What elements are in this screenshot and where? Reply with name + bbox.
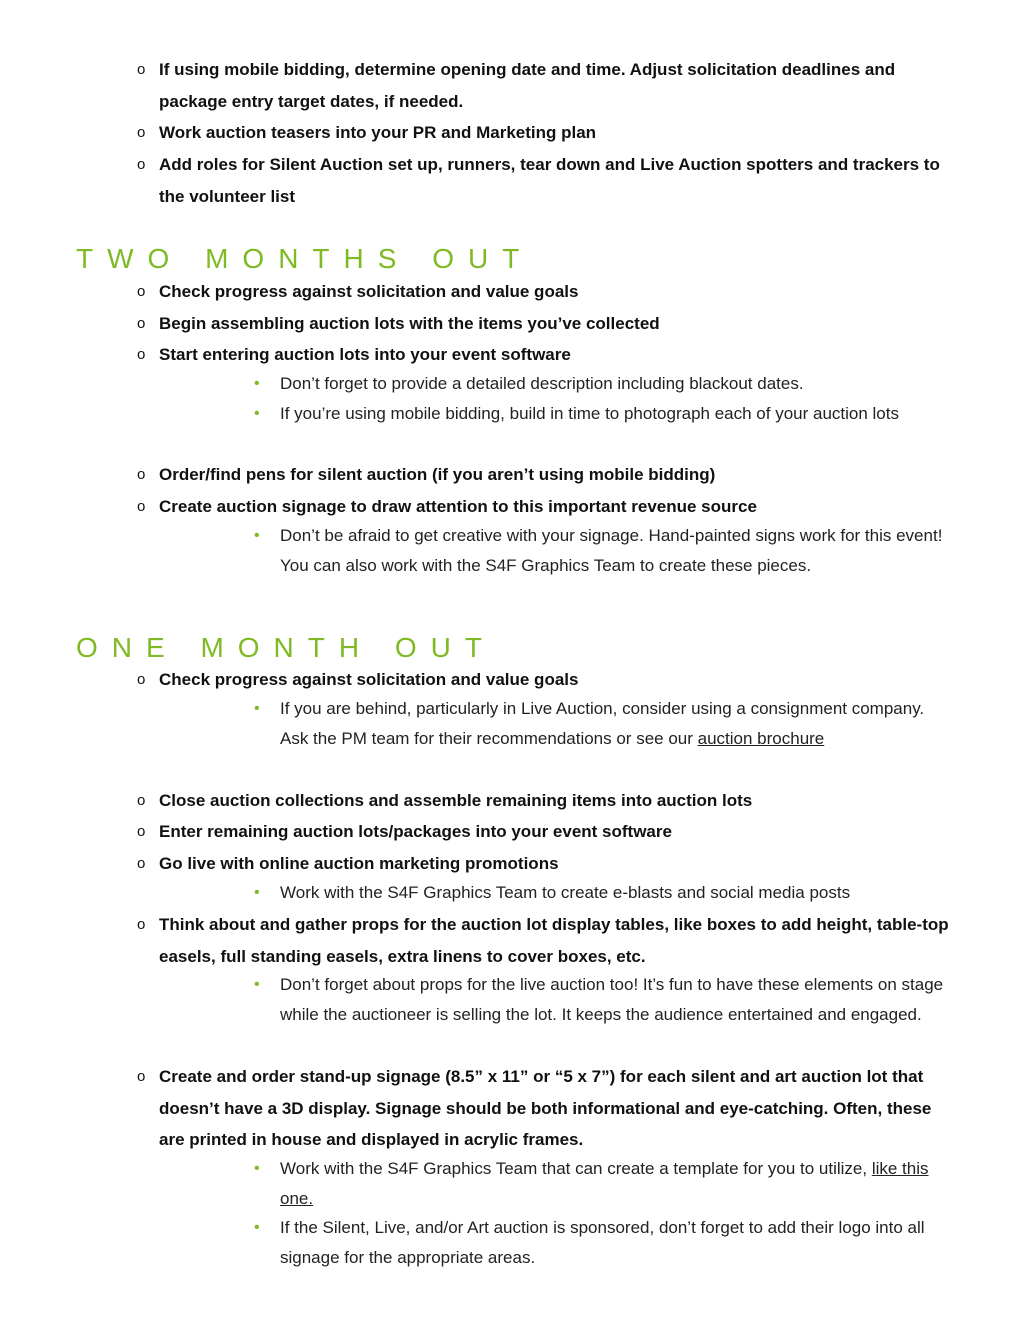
list-item: [137, 308, 959, 340]
sub-item-text: Don’t forget about props for the live auction too! It’s fun to have these elements on stage while the auctioneer is selling the lot. It keeps the audience entertained and engaged.: [280, 975, 944, 1024]
sub-item-text: Work with the S4F Graphics Team to create e-blasts and social media posts: [280, 883, 851, 902]
list-marker: o: [137, 823, 146, 840]
sub-item-text: Don’t forget to provide a detailed description including blackout dates.: [280, 374, 804, 393]
list-marker: o: [137, 124, 146, 141]
list-item: [137, 149, 959, 212]
item-text: Work auction teasers into your PR and Marketing plan: [159, 123, 597, 142]
bullet-icon: •: [254, 1219, 260, 1236]
sub-item-text: If you are behind, particularly in Live Auction, consider using a consignment company. Ask the PM team for their recommendations or see our: [280, 699, 925, 748]
template-example-link[interactable]: like this one.: [280, 1159, 929, 1208]
bullet-icon: •: [254, 375, 260, 392]
sub-list-item: [254, 399, 955, 429]
auction-brochure-link[interactable]: auction brochure: [697, 729, 825, 748]
list-item: [137, 848, 959, 880]
item-text: Go live with online auction marketing promotions: [159, 854, 559, 873]
section-heading-one-month: ONE MONTH OUT: [76, 632, 496, 663]
list-marker: o: [137, 283, 146, 300]
list-item: [137, 276, 959, 308]
list-marker: o: [137, 466, 146, 483]
item-text: Check progress against solicitation and value goals: [159, 282, 579, 301]
bullet-icon: •: [254, 405, 260, 422]
list-item: [137, 909, 959, 972]
item-text: Check progress against solicitation and value goals: [159, 670, 579, 689]
sub-item-text: If the Silent, Live, and/or Art auction is sponsored, don’t forget to add their logo into all signage for the appropriate areas.: [280, 1218, 925, 1267]
list-item: [137, 459, 959, 491]
sub-item-text: Don’t be afraid to get creative with your signage. Hand-painted signs work for this event! You can also work with the S4F Graphics Team to create these pieces.: [280, 526, 943, 575]
list-item: [137, 664, 959, 696]
sub-item-text: If you’re using mobile bidding, build in time to photograph each of your auction lots: [280, 404, 899, 423]
list-marker: o: [137, 346, 146, 363]
item-text: Begin assembling auction lots with the items you’ve collected: [159, 314, 660, 333]
bullet-icon: •: [254, 1160, 260, 1177]
list-item: [137, 1061, 959, 1156]
list-item: [137, 785, 959, 817]
sub-list-item: [254, 521, 955, 581]
sub-item-text: Work with the S4F Graphics Team that can create a template for you to utilize,: [280, 1159, 872, 1178]
sub-list-item: [254, 1154, 955, 1214]
list-item: [137, 339, 959, 371]
item-text: Order/find pens for silent auction (if you aren’t using mobile bidding): [159, 465, 716, 484]
list-marker: o: [137, 855, 146, 872]
item-text: Enter remaining auction lots/packages into your event software: [159, 822, 672, 841]
bullet-icon: •: [254, 976, 260, 993]
sub-list-item: [254, 878, 955, 908]
list-item: [137, 54, 959, 117]
item-text: Add roles for Silent Auction set up, runners, tear down and Live Auction spotters and trackers to the volunteer list: [159, 155, 940, 206]
list-marker: o: [137, 61, 146, 78]
bullet-icon: •: [254, 700, 260, 717]
list-marker: o: [137, 1068, 146, 1085]
list-marker: o: [137, 916, 146, 933]
sub-list-item: [254, 1213, 955, 1273]
list-item: [137, 491, 959, 523]
item-text: Create and order stand-up signage (8.5” x 11” or “5 x 7”) for each silent and art auction lot that doesn’t have a 3D display. Signage should be both informational and eye-catching. Often, these are printed in house and displayed in acrylic frames.: [159, 1067, 932, 1149]
list-item: [137, 816, 959, 848]
list-marker: o: [137, 156, 146, 173]
list-marker: o: [137, 792, 146, 809]
bullet-icon: •: [254, 527, 260, 544]
list-marker: o: [137, 671, 146, 688]
list-marker: o: [137, 315, 146, 332]
sub-list-item: [254, 369, 955, 399]
item-text: Create auction signage to draw attention to this important revenue source: [159, 497, 757, 516]
item-text: Think about and gather props for the auction lot display tables, like boxes to add height, table-top easels, full standing easels, extra linens to cover boxes, etc.: [159, 915, 949, 966]
sub-list-item: [254, 694, 955, 754]
section-heading-two-months: TWO MONTHS OUT: [76, 243, 534, 274]
bullet-icon: •: [254, 884, 260, 901]
item-text: Start entering auction lots into your event software: [159, 345, 571, 364]
list-item: [137, 117, 959, 149]
sub-list-item: [254, 970, 955, 1030]
item-text: If using mobile bidding, determine opening date and time. Adjust solicitation deadlines and package entry target dates, if needed.: [159, 60, 896, 111]
list-marker: o: [137, 498, 146, 515]
item-text: Close auction collections and assemble remaining items into auction lots: [159, 791, 753, 810]
